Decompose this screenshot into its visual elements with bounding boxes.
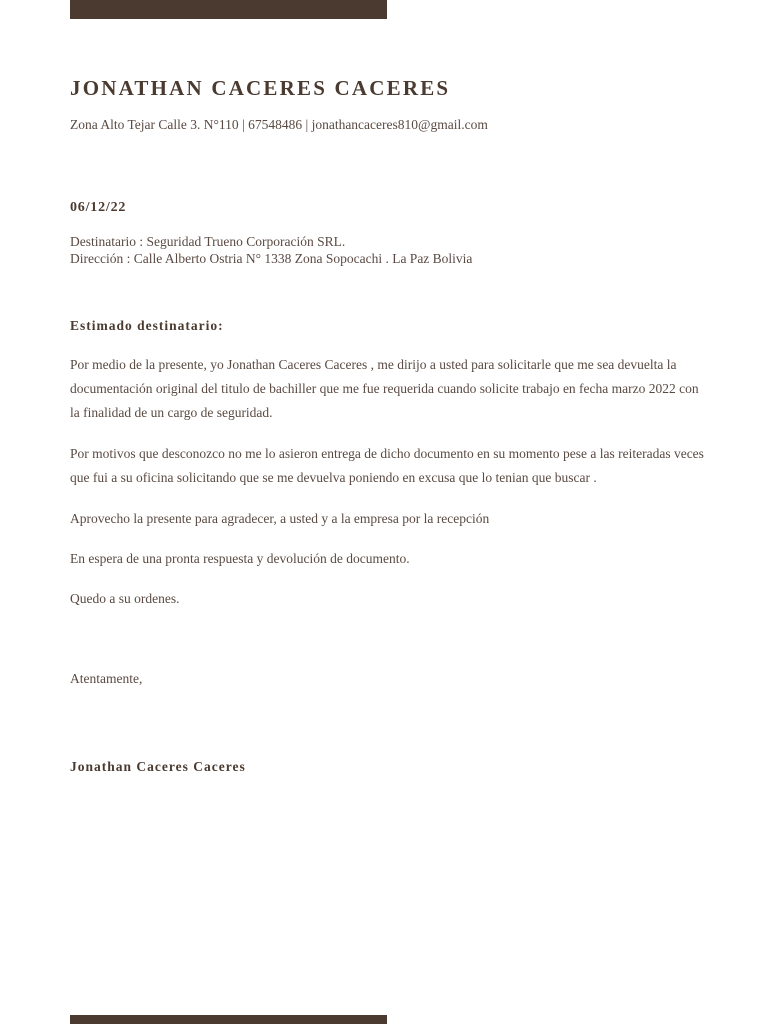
letter-date: 06/12/22 (70, 200, 127, 215)
bottom-accent-bar (70, 1015, 387, 1024)
body-paragraph-1: Por medio de la presente, yo Jonathan Caceres Caceres , me dirijo a usted para solicitarle que me sea devuelta la documentación original del titulo de bachiller que me fue requerida cuando solicite trabajo en fecha marzo 2022 con la finalidad de un cargo de seguridad. (70, 357, 699, 420)
recipient-address-line: Dirección : Calle Alberto Ostria N° 1338 Zona Sopocachi . La Paz Bolivia (70, 251, 473, 266)
body-paragraph-3: Aprovecho la presente para agradecer, a usted y a la empresa por la recepción (70, 511, 490, 526)
body-paragraph-2: Por motivos que desconozco no me lo asieron entrega de dicho documento en su momento pese a las reiteradas veces que fui a su oficina solicitando que se me devuelva poniendo en excusa que lo tenian que buscar . (70, 446, 704, 485)
top-accent-bar (70, 0, 387, 19)
sender-contact-info: Zona Alto Tejar Calle 3. N°110 | 67548486 | jonathancaceres810@gmail.com (70, 117, 488, 132)
recipient-name-line: Destinatario : Seguridad Trueno Corporación SRL. (70, 234, 346, 249)
closing: Atentamente, (70, 671, 143, 686)
salutation: Estimado destinatario: (70, 318, 224, 333)
body-paragraph-4: En espera de una pronta respuesta y devolución de documento. (70, 551, 410, 566)
body-paragraph-5: Quedo a su ordenes. (70, 591, 180, 606)
signature-name: Jonathan Caceres Caceres (70, 759, 246, 774)
sender-name: JONATHAN CACERES CACERES (70, 76, 451, 100)
recipient-block (70, 233, 472, 267)
